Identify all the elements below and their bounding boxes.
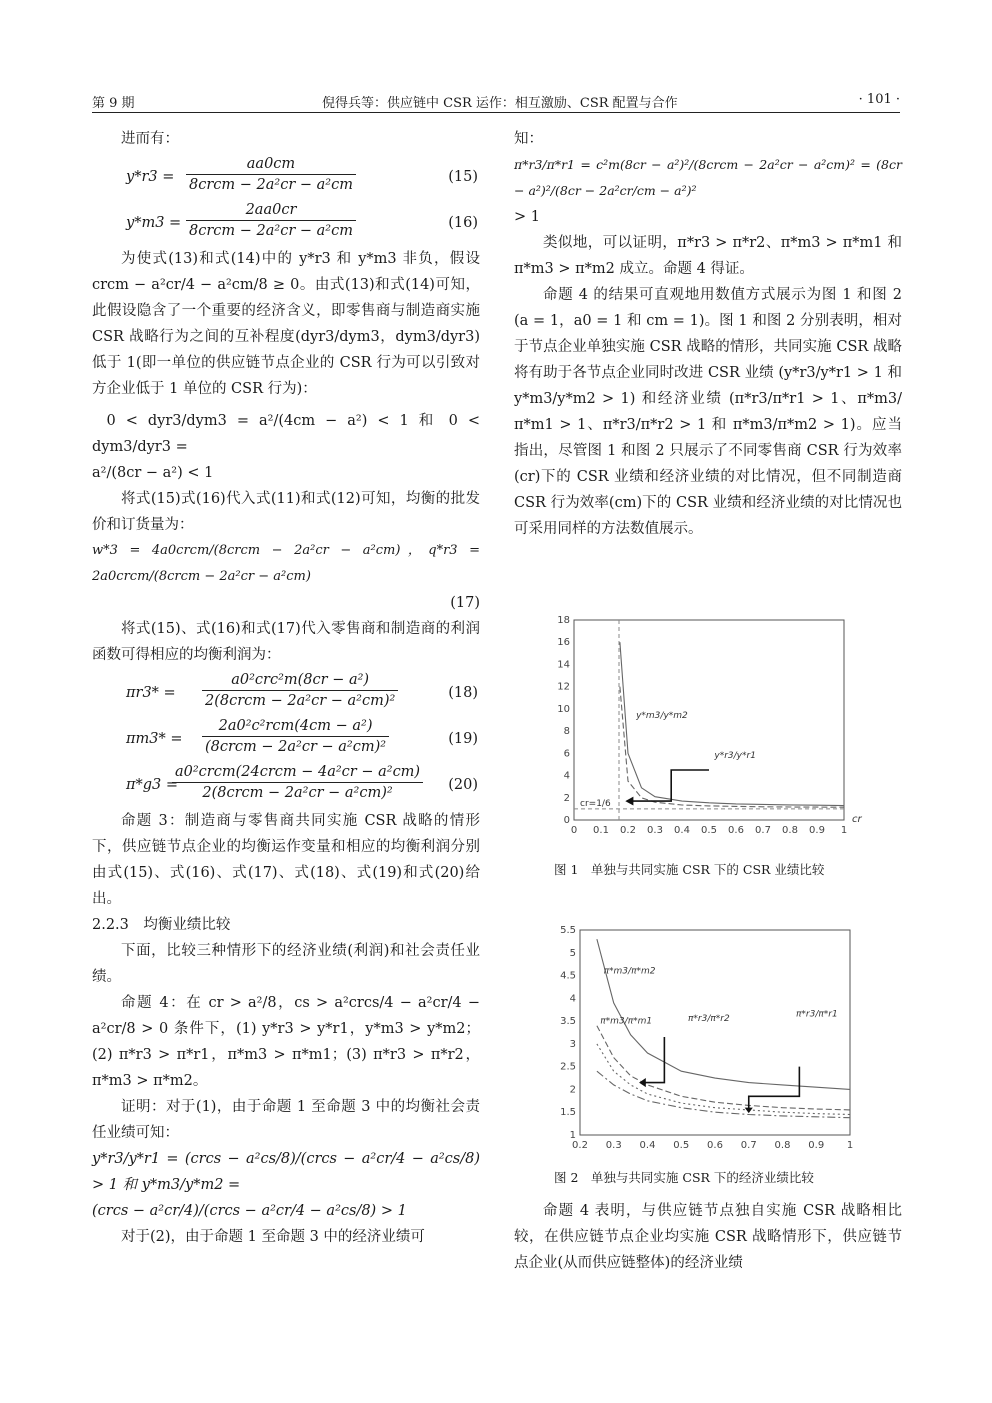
equation-denominator: 2(8crcm − 2a²cr − a²cm)²: [205, 693, 396, 709]
y-tick-label: 4: [569, 993, 576, 1005]
chart-1: [540, 612, 870, 842]
equation-15: [92, 154, 480, 198]
paragraph: 为使式(13)和式(14)中的 y*r3 和 y*m3 非负，假设 crcm − a²cr/4 − a²cm/8 ≥ 0。由式(13)和式(14)可知，此假设隐含了一个重要的经济含义，即零售商与制造商实施 CSR 战略行为之间的互补程度(dyr3/dym3，dym3/dyr3)低于 1(即一单位的供应链节点企业的 CSR 行为可以引致对方企业低于 1 单位的 CSR 行为)：: [92, 251, 480, 397]
equation-denominator: 8crcm − 2a²cr − a²cm: [189, 223, 353, 239]
y-tick-label: 5.5: [560, 925, 576, 936]
inequality: a²/(8cr − a²) < 1: [92, 465, 214, 481]
x-tick-label: 0.2: [620, 825, 636, 836]
plot-area: [574, 620, 844, 820]
y-tick-label: 2: [563, 792, 570, 804]
equation-17: w*3 = 4a0crcm/(8crcm − 2a²cr − a²cm)，q*r3 = 2a0crcm/(8crcm − 2a²cr − a²cm): [92, 543, 480, 584]
y-tick-label: 3.5: [560, 1016, 576, 1028]
equation-lhs: y*m3 =: [126, 215, 182, 231]
paragraph: 将式(15)、式(16)和式(17)代入零售商和制造商的利润函数可得相应的均衡利润为：: [92, 621, 480, 663]
figure-2-caption: 图 2 单独与共同实施 CSR 下的经济业绩比较: [554, 1170, 814, 1185]
proposition-4: 命题 4：在 cr > a²/8，cs > a²crcs/4 − a²cr/4 − a²cr/8 > 0 条件下，(1) y*r3 > y*r1，y*m3 > y*m2；(2) π*r3 > π*r1，π*m3 > π*m1；(3) π*r3 > π*r2，π*m3 > π*m2。: [92, 995, 480, 1089]
chart-2: [550, 922, 870, 1152]
x-tick-label: 1: [840, 825, 848, 836]
equation-number: (15): [448, 169, 478, 185]
y-tick-label: 3: [569, 1038, 576, 1050]
x-tick-label: 0.6: [728, 825, 744, 836]
equation-lhs: π*g3 =: [126, 777, 179, 793]
x-tick-label: 0.2: [572, 1140, 588, 1151]
paragraph: 将式(15)式(16)代入式(11)和式(12)可知，均衡的批发价和订货量为：: [92, 491, 480, 533]
proof-paragraph: 证明：对于(1)，由于命题 1 至命题 3 中的均衡社会责任业绩可知：: [92, 1099, 480, 1141]
paragraph: 下面，比较三种情形下的经济业绩(利润)和社会责任业绩。: [92, 943, 480, 985]
y-tick-label: 12: [557, 681, 570, 693]
x-tick-label: 0.7: [755, 825, 771, 836]
inequality: (crcs − a²cr/4)/(crcs − a²cr/4 − a²cs/8) > 1: [92, 1203, 407, 1219]
equation: > 1: [514, 209, 540, 225]
paragraph: 命题 4 的结果可直观地用数值方式展示为图 1 和图 2 (a = 1，a0 = 1 和 cm = 1)。图 1 和图 2 分别表明，相对于节点企业单独实施 CSR 战略的情形，共同实施 CSR 战略将有助于各节点企业同时改进 CSR 业绩 (y*r3/y*r1 > 1 和 y*m3/y*m2 > 1) 和经济业绩 (π*r3/π*r1 > 1、π*m3/π*m1 > 1、π*r3/π*r2 > 1 和 π*m3/π*m2 > 1)。应当指出，尽管图 1 和图 2 只展示了不同零售商 CSR 行为效率(cr)下的 CSR 业绩和经济业绩的对比情况，但不同制造商 CSR 行为效率(cm)下的 CSR 业绩和经济业绩的对比情况也可采用同样的方法数值展示。: [514, 287, 902, 537]
paragraph: 对于(2)，由于命题 1 至命题 3 中的经济业绩可: [121, 1229, 425, 1245]
left-column: [92, 126, 480, 1250]
x-tick-label: 0.6: [707, 1140, 723, 1151]
series-label: π*m3/π*m1: [600, 1016, 653, 1027]
right-column: [514, 126, 902, 542]
series-label: y*m3/y*m2: [636, 710, 688, 721]
series-label: y*r3/y*r1: [714, 750, 756, 761]
y-tick-label: 2: [569, 1084, 576, 1096]
plot-area: [580, 930, 850, 1135]
x-tick-label: 0.5: [701, 825, 717, 836]
y-tick-label: 18: [557, 615, 570, 626]
y-tick-label: 10: [557, 703, 570, 715]
equation-numerator: aa0cm: [186, 154, 356, 175]
equation-denominator: 2(8crcm − 2a²cr − a²cm)²: [202, 785, 393, 801]
right-column-bottom: [514, 1198, 902, 1276]
series-label: π*m3/π*m2: [603, 966, 656, 977]
x-tick-label: 1: [846, 1140, 854, 1151]
figure-1: [540, 612, 870, 846]
y-tick-label: 6: [563, 748, 570, 760]
equation-lhs: πm3* =: [126, 731, 183, 747]
equation-19: [92, 716, 480, 760]
figure-1-caption: 图 1 单独与共同实施 CSR 下的 CSR 业绩比较: [554, 862, 825, 877]
x-tick-label: 0.3: [647, 825, 663, 836]
page-number: · 101 ·: [858, 92, 900, 107]
paragraph: 命题 4 表明，与供应链节点独自实施 CSR 战略相比较，在供应链节点企业均实施 CSR 战略情形下，供应链节点企业(从而供应链整体)的经济业绩: [514, 1203, 902, 1271]
y-tick-label: 14: [557, 659, 570, 671]
x-tick-label: 0.8: [782, 825, 798, 836]
y-tick-label: 16: [557, 637, 570, 649]
section-heading: 2.2.3 均衡业绩比较: [92, 917, 231, 933]
equation: π*r3/π*r1 = c²m(8cr − a²)²/(8crcm − 2a²cr − a²cm)² = (8cr − a²)²/(8cr − 2a²cr/cm − a²)²: [514, 157, 902, 198]
x-tick-label: 0.1: [593, 825, 609, 836]
equation-number: (16): [448, 215, 478, 231]
inequality: 0 < dyr3/dym3 = a²/(4cm − a²) < 1 和 0 < dym3/dyr3 =: [92, 413, 480, 455]
x-tick-label: 0.5: [673, 1140, 690, 1151]
y-tick-label: 4.5: [560, 970, 576, 982]
inequality: y*r3/y*r1 = (crcs − a²cs/8)/(crcs − a²cr/4 − a²cs/8) > 1 和 y*m3/y*m2 =: [92, 1151, 480, 1193]
y-tick-label: 2.5: [560, 1061, 576, 1073]
equation-numerator: a0²crc²m(8cr − a²): [202, 670, 398, 691]
equation-numerator: 2aa0cr: [186, 200, 356, 221]
equation-numerator: a0²crcm(24crcm − 4a²cr − a²cm): [172, 762, 423, 783]
y-tick-label: 1.5: [560, 1107, 576, 1119]
proposition-3: 命题 3：制造商与零售商共同实施 CSR 战略的情形下，供应链节点企业的均衡运作变量和相应的均衡利润分别由式(15)、式(16)、式(17)、式(18)、式(19)和式(20)给出。: [92, 813, 480, 907]
series-label: π*r3/π*r1: [796, 1009, 838, 1020]
running-header: [92, 90, 900, 113]
annotation-label: cr=1/6: [580, 798, 611, 809]
y-tick-label: 8: [563, 726, 570, 738]
x-tick-label: 0.8: [774, 1140, 791, 1151]
figure-2: [550, 922, 870, 1156]
x-tick-label: 0: [570, 825, 578, 836]
x-tick-label: 0.9: [808, 1140, 825, 1151]
running-title: 倪得兵等：供应链中 CSR 运作：相互激励、CSR 配置与合作: [322, 96, 678, 111]
paragraph: 知：: [514, 131, 543, 147]
equation-number: (18): [448, 685, 478, 701]
equation-16: [92, 200, 480, 244]
equation-number: (17): [450, 595, 480, 611]
x-tick-label: 0.7: [740, 1140, 757, 1151]
equation-lhs: πr3* =: [126, 685, 176, 701]
equation-number: (19): [448, 731, 478, 747]
equation-denominator: 8crcm − 2a²cr − a²cm: [189, 177, 353, 193]
issue-number: 第 9 期: [92, 96, 135, 111]
equation-lhs: y*r3 =: [126, 169, 175, 185]
y-tick-label: 1: [569, 1130, 576, 1141]
x-tick-label: 0.9: [809, 825, 825, 836]
y-tick-label: 0: [563, 815, 570, 826]
equation-18: [92, 670, 480, 714]
x-tick-label: 0.4: [674, 825, 690, 836]
equation-20: [92, 762, 480, 806]
y-tick-label: 5: [569, 947, 576, 959]
equation-denominator: (8crcm − 2a²cr − a²cm)²: [205, 739, 387, 755]
equation-numerator: 2a0²c²rcm(4cm − a²): [202, 716, 389, 737]
series-label: π*r3/π*r2: [688, 1014, 730, 1025]
x-tick-label: 0.3: [605, 1140, 622, 1151]
x-axis-label: cr: [852, 814, 862, 825]
y-tick-label: 4: [563, 770, 570, 782]
paragraph: 进而有：: [121, 131, 179, 147]
paragraph: 类似地，可以证明，π*r3 > π*r2、π*m3 > π*m1 和 π*m3 > π*m2 成立。命题 4 得证。: [514, 235, 902, 277]
equation-number: (20): [448, 777, 478, 793]
x-tick-label: 0.4: [639, 1140, 656, 1151]
